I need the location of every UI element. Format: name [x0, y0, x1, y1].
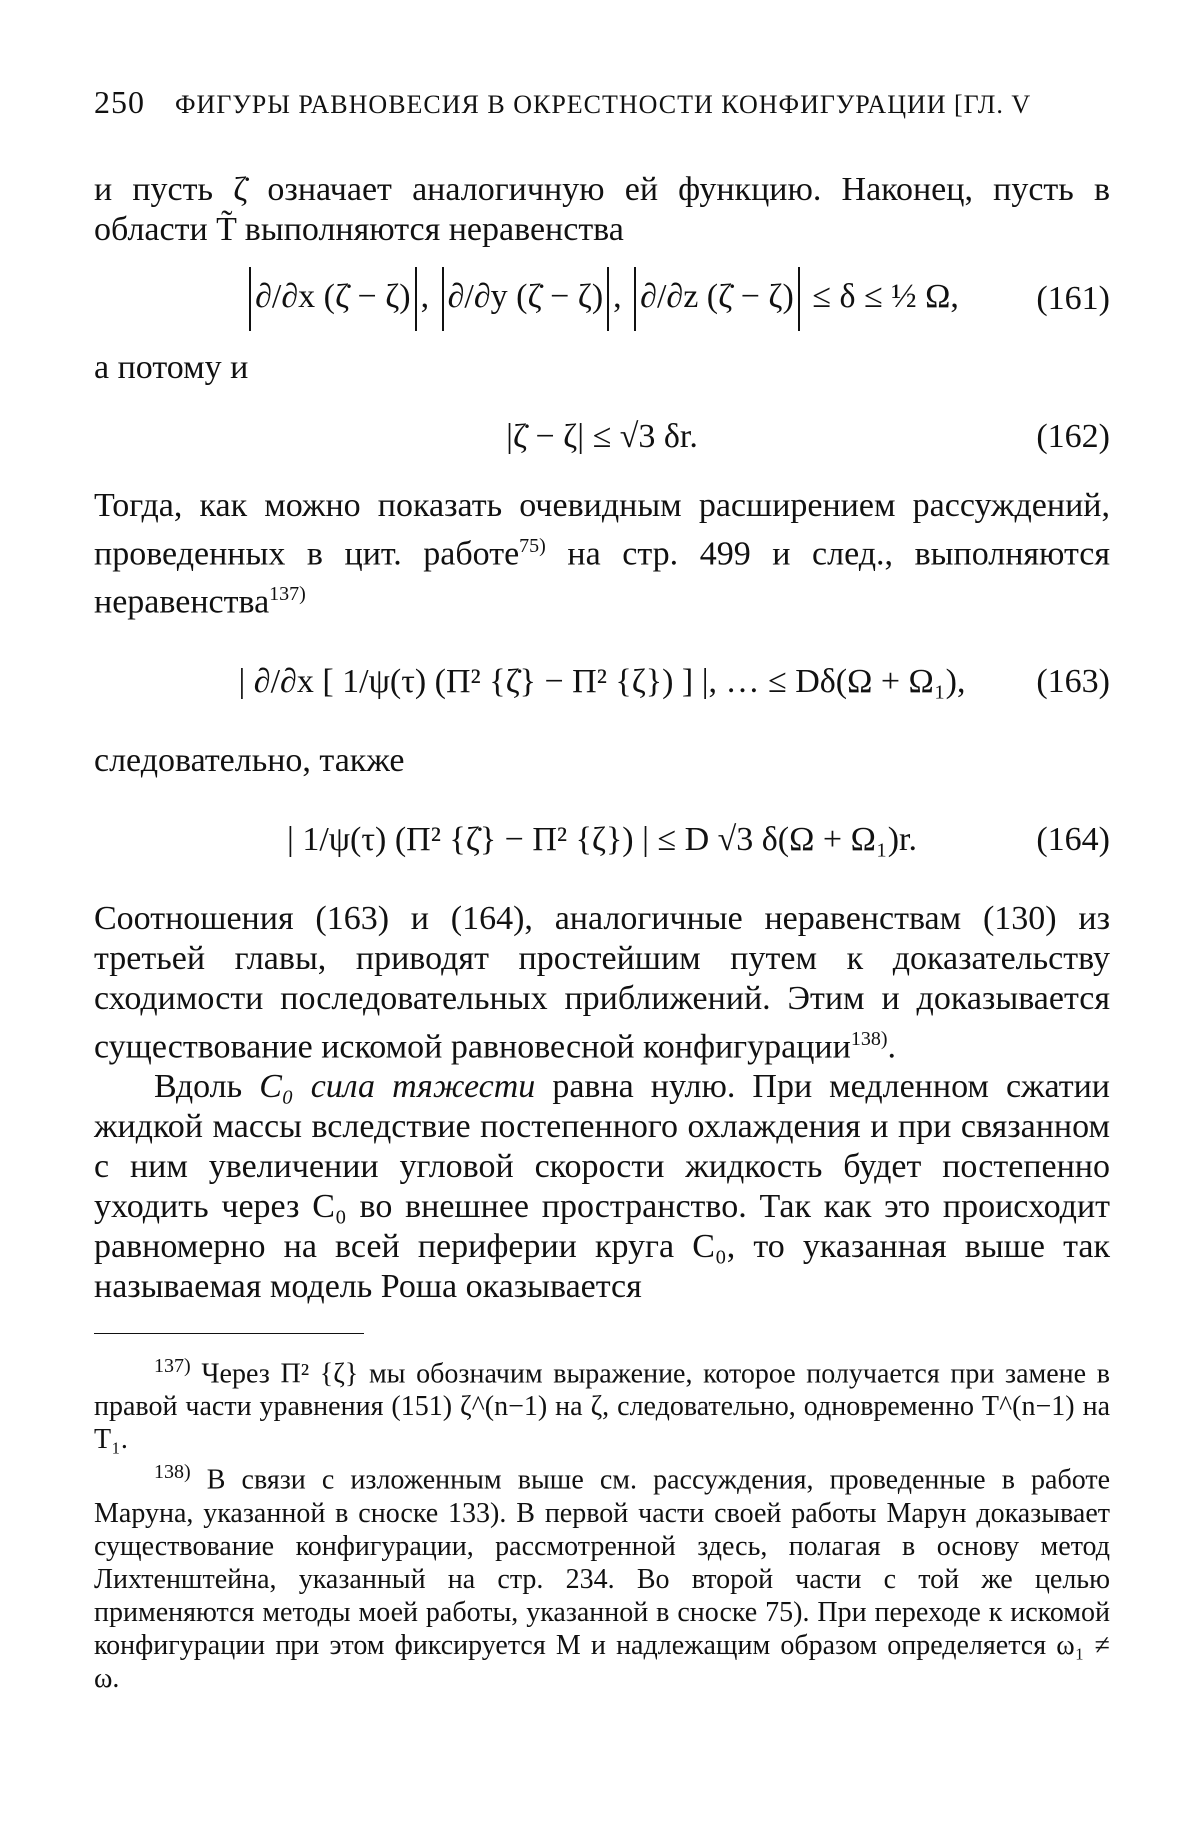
paragraph: следовательно, также [94, 741, 405, 779]
text-span: . [887, 1027, 896, 1065]
paragraph [94, 1067, 1110, 1307]
equation-164 [94, 795, 1110, 885]
italic-text: сила тяжести [310, 1067, 536, 1105]
eq-term: ∂/∂y (ζ̇ − ζ) [447, 277, 604, 315]
footnote-mark: 137) [154, 1354, 191, 1377]
paragraph: а потому и [94, 349, 249, 386]
footnote-mark: 138) [154, 1461, 191, 1484]
footnote-138 [94, 1456, 1110, 1694]
equation-162 [94, 402, 1110, 472]
footnote-137 [94, 1350, 1110, 1456]
footnote-ref: 75) [519, 535, 546, 557]
paragraph: и пусть ζ̇ означает аналогичную ей функцию. Наконец, пусть в области T̃ выполняются неравенства [94, 171, 1110, 248]
running-title: ФИГУРЫ РАВНОВЕСИЯ В ОКРЕСТНОСТИ КОНФИГУРАЦИИ [ГЛ. V [175, 90, 1032, 119]
equation-number: (163) [1036, 662, 1110, 700]
footnote-text: В связи с изложенным выше см. рассуждения, проведенные в работе Маруна, указанной в сноске 133). В первой части своей работы Марун доказывает существование конфигурации, рассмотренной здесь, полагая в основу метод Лихтенштейна, указанный на стр. 234. Во второй части с той же целью применяются методы моей работы, указанной в сноске 75). При переходе к искомой конфигурации при этом фиксируется M и надлежащим образом определяется ω₁ ≠ ω. [94, 1464, 1110, 1694]
equation-161 [94, 264, 1110, 334]
text-span: Тогда, как можно показать очевидным расширением рассуждений, проведенных в цит. работе [94, 487, 1110, 573]
equation-expression: ∂/∂x (ζ̇ − ζ) , ∂/∂y (ζ̇ − ζ) , ∂/∂z (ζ̇ − ζ) ≤ δ ≤ ½ Ω, [245, 267, 959, 331]
running-header [94, 84, 1110, 121]
equation-expression: | 1/ψ(τ) (Π² {ζ̇} − Π² {ζ}) | ≤ D √3 δ(Ω + Ω₁)r. [287, 820, 917, 858]
text-span: C₀ [259, 1067, 294, 1105]
footnotes [94, 1350, 1110, 1695]
paragraph [94, 486, 1110, 623]
page-number: 250 [94, 84, 145, 120]
text-span: равна нулю. При медленном сжатии жидкой массы вследствие постепенного охлаждения и при связанном с ним увеличении угловой скорости жидкость будет постепенно уходить через C₀ во внешнее пространство. Так как это происходит равномерно на всей периферии круга C₀, то указанная выше так называемая модель Роша оказывается [94, 1067, 1111, 1305]
eq-term: ≤ δ ≤ ½ Ω, [812, 277, 959, 315]
paragraph [94, 899, 1110, 1067]
text-span: Вдоль [154, 1067, 243, 1105]
equation-163 [94, 637, 1110, 727]
text-span: Соотношения (163) и (164), аналогичные неравенствам (130) из третьей главы, приводят простейшим путем к доказательству сходимости последовательных приближений. Этим и доказывается существование искомой равновесной конфигурации [94, 899, 1110, 1065]
footnote-text: Через Π² {ζ} мы обозначим выражение, которое получается при замене в правой части уравнения (151) ζ^(n−1) на ζ, следовательно, одновременно T^(n−1) на T₁. [94, 1358, 1110, 1456]
footnote-rule [94, 1333, 364, 1334]
footnote-ref: 138) [850, 1027, 888, 1050]
equation-expression: | ∂/∂x [ 1/ψ(τ) (Π² {ζ̇} − Π² {ζ}) ] |, … ≤ Dδ(Ω + Ω₁), [238, 662, 966, 700]
eq-term: ∂/∂x (ζ̇ − ζ) [255, 277, 411, 315]
equation-number: (162) [1036, 418, 1110, 455]
eq-term: ∂/∂z (ζ̇ − ζ) [640, 277, 794, 315]
equation-expression: |ζ̇ − ζ| ≤ √3 δr. [506, 418, 698, 455]
equation-number: (164) [1036, 820, 1110, 858]
main-text [94, 170, 1110, 1695]
footnote-ref: 137) [269, 583, 306, 606]
equation-number: (161) [1036, 280, 1110, 317]
text-span: на стр. 499 и след., выполняются неравенства [94, 535, 1111, 621]
